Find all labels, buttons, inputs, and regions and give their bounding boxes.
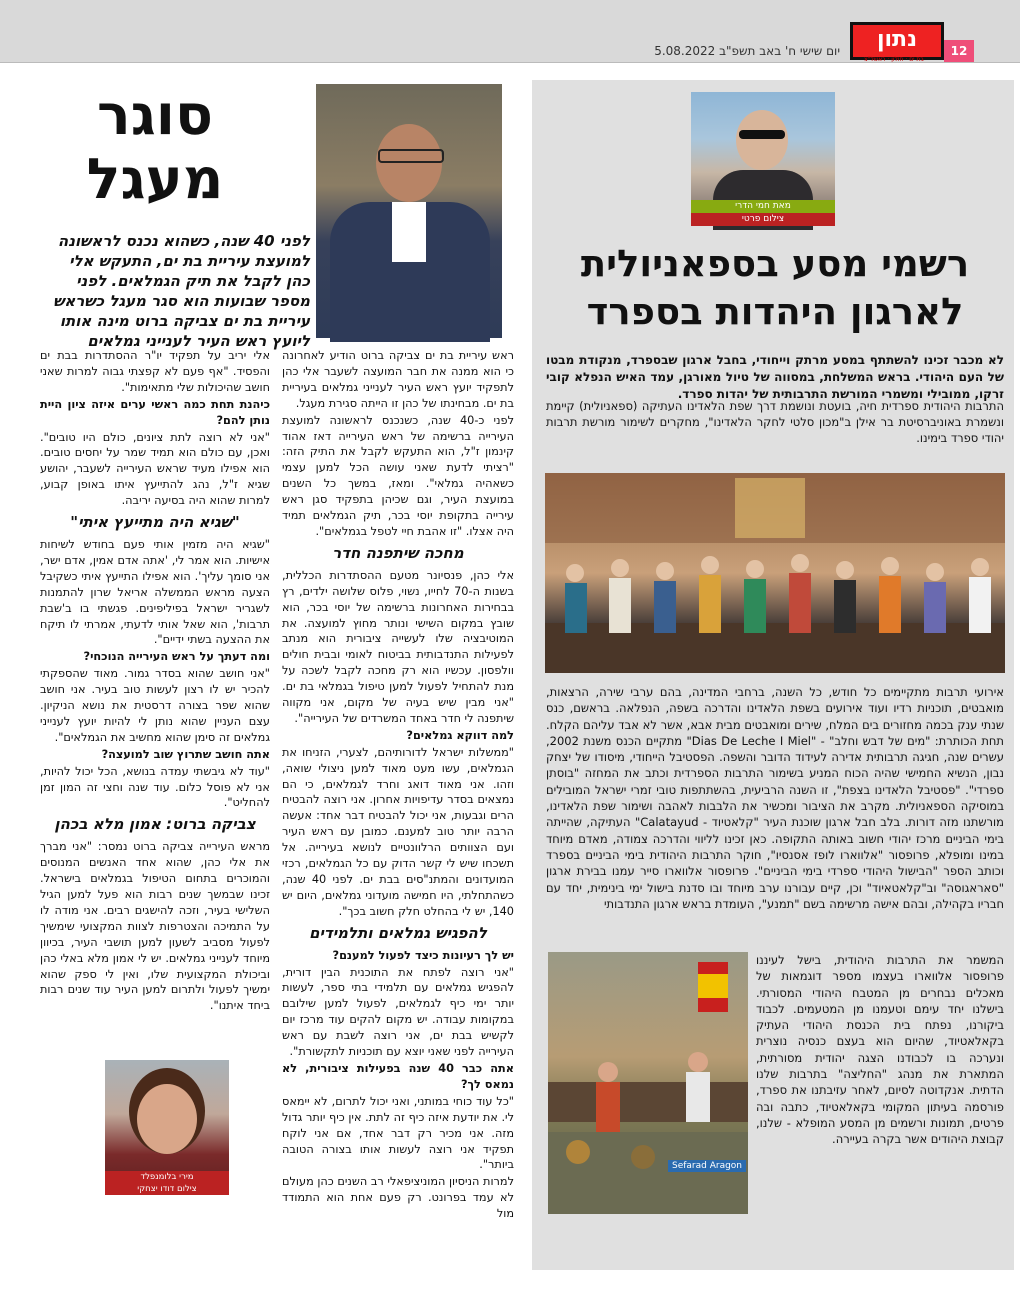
subheading: צביקה ברוט: אמון מלא בכהן xyxy=(54,815,256,834)
paragraph: למרות הניסיון המוניציפאלי רב השנים כהן מעולם לא עמד בפרונט. רק פעם אחת הוא התמודד מול xyxy=(282,1175,514,1221)
subheading: מחכה שיתפנה חדר xyxy=(332,543,464,562)
writer-caption-name: מירי בלומנפלד xyxy=(140,1172,194,1182)
paragraph: ראש עיריית בת ים צביקה ברוט הודיע לאחרונה כי הוא ממנה את חבר המועצה לשעבר אלי כהן לתפקיד יועץ ראש העיר לענייני גמלאים בעיריית בת ים. מבחינתו של כהן זו הייתה סגירת מעגל. xyxy=(282,349,514,410)
right-article-lead: לא מכבר זכינו להשתתף במסע מרתק וייחודי, בחבל ארגון שבספרד, מנקודת מבטו של העם היהודי. בראש המשלחת, במסווה של טיול מאורגן, עמד האיש הנפלא קובי זרקו, ממובילי ומשמרי המורשת התרבותית של יהדות ספרד. xyxy=(546,353,1004,401)
right-article-paragraph-1: התרבות היהודית ספרדית חיה, בועטת ונושמת דרך שפת הלאדינו העתיקה (ספאניולית) קיימת ונשמרת באוניברסיטת בר אילן ב"מכון סלטי לחקר הלאדינו", מחקרים לשימור מורשת תרבות יהודי ספרד בימינו. xyxy=(546,399,1004,445)
issue-date: יום שישי ח' באב תשפ"ב 5.08.2022 xyxy=(654,44,840,58)
writer-photo xyxy=(105,1060,229,1195)
group-photo-illustration xyxy=(545,473,1005,673)
interview-question: ומה דעתך על ראש העירייה הנוכחי? xyxy=(83,650,270,664)
right-article-paragraph-2: אירועי תרבות מתקיימים כל חודש, כל השנה, ברחבי המדינה, בהם ערבי שירה, הרצאות, מואבטים, תוכניות רדיו ועוד אירועים בשפת הלאדינו והדרכה בשפה, הנפלאה. בראשם, כנס שנתי ענק בכמה מחזורים בים המלח, שירים ומואבטים מבית אבא, אשר לא אבד עליהם הקלח. תחת הכותרת: "מים של דבש וחלב" - "Dias De Leche I Miel" מתקיים הכנס משנת 2002, עשרים שנה, חגיגה תרבותית אדירה לעידוד הדובר והשפה. הפסטיבל הייחודי, מיסודו של יצחק נבון, הנשיא החמישי שהיה הכוח המניע בשימור התרבות הספרדית וכתב את המחזה "בוסתן ספרדי". "פסטיבל הלאדינו בצפת", זו השנה הרביעית, בהשתתפות טובי זמרי ישראל המובילים במוסיקה הספאניולית. מקרב את הציבור ומכשיר את הלבבות לאהבה ושימור שפת הלאדינו, מורשתנו מזה דורות. בלב חבל ארגון שוכנת העיר "קלאטיוד - Calatayud" העתיקה, שהייתה בימי הביניים מרכז יהודי חשוב באותה התקופה. כאן זכינו לליווי והדרכה צמודה, מאדם מיוחד במינו ומופלא, פרופסור "אלווארו לופז אסנסיו", חוקר התרבות היהודית בימי הביניים בספרד וכותב הספר "הבישול היהודי ספרדי בימי הביניים". פרופסור אלווארו סייר עמנו בבירת ארגון "סאראגוסה" וב"קלאטאיוד" וכן, קיים עבורנו ערב מיוחד ובו סדנת בישול ימי בינימית, יחד עם חבריו בקהילה, ובהם אישה מרשימה בשם "תמנע", העומדת בראש ארגון התנדבותי xyxy=(546,685,1004,911)
subheading: להפגיש גמלאים ותלמידים xyxy=(309,923,487,942)
paragraph: "ממשלות ישראל לדורותיהם, לצערי, הזניחו את הגמלאים, עשו מעט מאוד למען ניצולי שואה, וזהו. אני מאוד דואג וחרד לגמלאים, כי הם נמצאים בסדר עדיפויות אחרון. אני רוצה להבטיח הרים וגבעות, אני יכול להבטיח דבר אחד: אעשה הרבה יותר טוב למענם. כמובן עם ראש העיר ועם הצוותים הרלוונטיים לנושא בעירייה. אל תשכחו שיש לי קשר הדוק עם כל הגמלאים, רכזי המועדונים והמתנ"סים בבת ים. לפני 40 שנה, כשהתחלתי, היו חמישה מועדוני גמלאים, היום יש 140, יש לי בהחלט חלק חשוב בכך". xyxy=(282,745,514,918)
left-article-lead: לפני 40 שנה, כשהוא נכנס לראשונה למועצת עיריית בת ים, התעקש אלי כהן לקבל את תיק הגמלאים. לפני מספר שבועות הוא סגר מעגל כשראש עיריית בת ים צביקה ברוט מינה אותו ליועץ ראש העיר לענייני גמלאים xyxy=(53,232,310,350)
paragraph: "אני לא רוצה לתת ציונים, כולם היו טובים". ואכן, עם כולם הוא תמיד שמר על יחסים טובים. הוא אפילו מעיד שראש העירייה לשעבר, יהושע שגיא ז"ל, נהג להתייעץ איתו באופן קבוע, למרות שהוא היה בסיעה יריבה. xyxy=(40,430,270,508)
author-caption-credit: צילום פרטי xyxy=(691,213,835,226)
right-article-paragraph-3: המשמר את התרבות היהודית, בישל לעיננו פרופסור אלווארו בעצמו מספר דוגמאות של מאכלים נבחרים מן המטבח היהודי המסורתי. בישלנו יחד עימם וטעמנו מן המטעמים. לכבוד ביקורנו, נפתח בית הכנסת היהודי העתיק בקאלאטיוד, שהיום הוא בעצם כנסיה נוצרית ונערכה בו לכבודנו הצגה יהודית מסורתית, המתארת את מנהג "החליצה" בתרבות שלנו הדתית. אנקדוטה לסיום, לאחר עזיבתנו את ספרד, פורסמה בעיתון המקומי בקאלאטיוד, כתבה ובה פרטים, תמונות ורשמים מן המסע המופלא - שלנו, קבוצת היהודים אשר בקרה בעיירה. xyxy=(756,953,1004,1147)
interview-question: כיהנת תחת כמה ראשי ערים איזה ציון היית נותן להם? xyxy=(40,397,270,427)
left-article-middle-column xyxy=(282,348,514,1228)
right-article-title: רשמי מסע בספאניולית לארגון היהדות בספרד xyxy=(580,242,970,333)
group-photo xyxy=(545,473,1005,673)
paragraph: לפני כ-40 שנה, כשנכנס לראשונה למועצת העירייה ברשימה של ראש העירייה דאז אהוד קינמון ז"ל, הוא התעקש לקבל את התיק הזה: "רציתי לדעת שאני עושה הכל למען עצמי כשאהיה גמלאי". ומאז, במשך כל השנים במועצת העיר, וגם שכיהן בתפקיד סגן ראש עירייה בתקופת יוסי בכר, תיק הגמלאים תמיד היה אצלו. "זו אהבת חיי לטפל בגמלאים". xyxy=(282,413,514,538)
interview-question: למה דווקא גמלאים? xyxy=(406,728,514,742)
paragraph: "כל עוד כוחי במותני, ואני יכול לתרום, לא יימאס לי. את יודעת איזה כיף זה לתת. אין כיף יותר גדול מזה. אני מכיר רק דבר אחד, אם אני לוקח תפקיד אני רוצה לעשות אותו בצורה הטובה ביותר". xyxy=(282,1094,514,1172)
paragraph: "אני חושב שהוא בסדר גמור. מאוד שהספקתי להכיר יש לו רצון לעשות טוב בעיר. אני חושב שהוא שפר בצורה דרסטית את נושא הניקיון. עצם העניין שהוא נותן לי להיות יועץ לענייני גמלאים זה סימן שהוא מחשיב את הגמלאים". xyxy=(40,667,270,744)
subheading: "שגיא היה מתייעץ איתי" xyxy=(70,513,240,532)
eli-cohen-photo xyxy=(316,84,502,338)
author-caption-name: מאת חמי הדרי xyxy=(691,200,835,213)
paragraph: "אני רוצה לפתח את התוכנית הבין דורית, להפגיש גמלאים עם תלמידי בתי ספר, לעשות יותר ימי כיף לגמלאים, לפעול למען שילובם במקומות עבודה. יש מקום להקים עוד מרכז יום לקשיש בבת ים, אני רוצה לשבת עם ראש העירייה לפני שאני יוצא עם תוכניות לתקשורת". xyxy=(282,965,514,1059)
left-article-left-column xyxy=(40,348,270,1013)
paragraph: אלי יריב על תפקיד יו"ר ההסתדרות בבת ים והפסיד. "אף פעם לא קפצתי גבוה למרות שאני חושב שהיכולות שלי מתאימות". xyxy=(40,349,270,394)
sunglasses-icon xyxy=(739,130,785,139)
left-article-title: סוגר מעגל xyxy=(86,83,224,212)
author-photo xyxy=(691,92,835,226)
cooking-photo xyxy=(548,952,748,1214)
writer-face xyxy=(137,1084,197,1154)
paragraph: אלי כהן, פנסיונר מטעם ההסתדרות הכללית, בשנות ה-70 לחייו, נשוי, פלוס שלושה ילדים, רץ בבחירות האחרונות ברשימה של יוסי בכר, הוא שובץ במקום השישי ונותר מחוץ למועצה. את המוטיבציה שלו לעשייה ציבורית הוא מנתב לפעילות התנדבותית בביטוח לאומי ובבית חולים וולפסון. עכשיו הוא רק מחכה לקבל לשכה על מנת להתחיל לפעול למען טיפול בגמלאי בת ים. "אני מבין שיש בעיה של מקום, אני מקווה שיתפנה לי חדר באחד המשרדים של העירייה". xyxy=(282,568,515,725)
interview-question: אתה חושב שתרוץ שוב למועצה? xyxy=(101,747,270,761)
page-number: 12 xyxy=(944,40,974,62)
page-header xyxy=(0,0,1020,63)
cooking-photo-illustration xyxy=(548,952,748,1214)
shirt xyxy=(392,202,426,262)
paragraph: "שגיא היה מזמין אותי פעם בחודש לשיחות אישיות. הוא אמר לי, 'אתה אדם אמין, אדם ישר, אני סומך עליך'. הוא אפילו התייעץ איתי כשקיבל הצעה מראש הממשלה אריאל שרון להתמנות לשגריר ישראל בפיליפינים. פגשתי בו ב'שבת תרבות', הוא שאל אותי לדעתי, אמרתי לו תיקח את ההצעה בשתי ידיים". xyxy=(40,537,270,647)
interview-question: אתה כבר 40 שנה בפעילות ציבורית, לא נמאס לך? xyxy=(282,1061,514,1091)
logo-subtitle: בת ים · חולון · ראשל"צ xyxy=(864,56,924,63)
author-face xyxy=(736,110,788,170)
interview-question: יש לך רעיונות כיצד לפעול למענם? xyxy=(332,948,514,962)
writer-caption xyxy=(105,1171,229,1195)
paragraph: "עוד לא גיבשתי עמדה בנושא, הכל יכול להיות, אני לא פוסל כלום. עוד שנה וחצי זה המון זמן להחליט". xyxy=(40,764,270,810)
newspaper-logo: נתון xyxy=(850,22,944,60)
writer-caption-credit: צילום דודו יצחקי xyxy=(137,1184,197,1194)
glasses-icon xyxy=(378,149,444,163)
paragraph: מראש העירייה צביקה ברוט נמסר: "אני מברך את אלי כהן, שהוא אחד האנשים המנוסים והמוכרים בתחום הטיפול בגמלאים בישראל. זכינו שבמשך שנים רבות הוא פעל למען הגיל השלישי בעיר, וזכה להישגים רבים. אני מודה לו על התמיכה והצטרפות לצוות המקצועי שימשיך לפעול מסביב לשעון למען תושבי העיר, בכיוון מיוחד לענייני גמלאים. יש לי אמון מלא באלי כהן וביכולת המקצועית שלו, ואין לי ספק שהוא ימשיך לפעול ולתרום למען העיר עוד שנים רבות ביחד איתנו". xyxy=(40,840,270,1013)
cooking-photo-caption: Sefarad Aragon xyxy=(668,1160,746,1172)
face xyxy=(376,124,442,202)
